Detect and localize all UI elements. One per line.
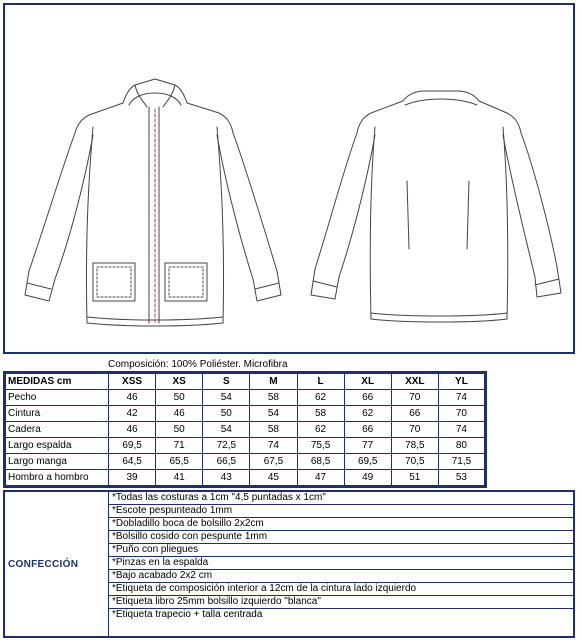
list-item: *Pinzas en la espalda xyxy=(109,557,573,570)
measure-value: 71,5 xyxy=(438,454,485,470)
measure-value: 50 xyxy=(156,390,203,406)
measure-value: 50 xyxy=(203,406,250,422)
measure-value: 70 xyxy=(438,406,485,422)
measure-value: 46 xyxy=(109,390,156,406)
measure-value: 66 xyxy=(344,422,391,438)
list-item: *Puño con pliegues xyxy=(109,544,573,557)
size-header-measure: MEDIDAS cm xyxy=(5,373,109,390)
list-item: *Bajo acabado 2x2 cm xyxy=(109,570,573,583)
table-row xyxy=(5,406,486,422)
measure-value: 53 xyxy=(438,470,485,487)
measure-value: 78,5 xyxy=(391,438,438,454)
jacket-front-drawing xyxy=(25,79,281,326)
table-row xyxy=(5,454,486,470)
size-header-l: L xyxy=(297,373,344,390)
measure-value: 46 xyxy=(156,406,203,422)
measure-value: 58 xyxy=(250,390,297,406)
measure-label: Hombro a hombro xyxy=(5,470,109,487)
measure-value: 74 xyxy=(250,438,297,454)
measure-value: 58 xyxy=(297,406,344,422)
table-row xyxy=(5,422,486,438)
size-table-header-row xyxy=(5,373,486,390)
measure-value: 39 xyxy=(109,470,156,487)
measure-value: 51 xyxy=(391,470,438,487)
size-header-xxl: XXL xyxy=(391,373,438,390)
measure-value: 64,5 xyxy=(109,454,156,470)
size-header-s: S xyxy=(203,373,250,390)
composition-text: Composición: 100% Poliéster. Microfibra xyxy=(108,359,288,370)
measure-value: 54 xyxy=(250,406,297,422)
measure-value: 68,5 xyxy=(297,454,344,470)
list-item: *Bolsillo cosido con pespunte 1mm xyxy=(109,531,573,544)
list-item: *Etiqueta de composición interior a 12cm de la cintura lado izquierdo xyxy=(109,583,573,596)
measure-value: 70 xyxy=(391,422,438,438)
measure-value: 43 xyxy=(203,470,250,487)
measure-value: 80 xyxy=(438,438,485,454)
measure-value: 70 xyxy=(391,390,438,406)
garment-drawing-frame xyxy=(3,3,575,354)
measure-value: 62 xyxy=(297,390,344,406)
size-header-yl: YL xyxy=(438,373,485,390)
measure-value: 75,5 xyxy=(297,438,344,454)
measure-value: 62 xyxy=(297,422,344,438)
measure-label: Cintura xyxy=(5,406,109,422)
measure-value: 67,5 xyxy=(250,454,297,470)
list-item: *Etiqueta libro 25mm bolsillo izquierdo "blanca" xyxy=(109,596,573,609)
size-header-xss: XSS xyxy=(109,373,156,390)
measure-value: 42 xyxy=(109,406,156,422)
list-item: *Etiqueta trapecio + talla centrada xyxy=(112,609,263,620)
measure-value: 77 xyxy=(344,438,391,454)
garment-sketch xyxy=(5,5,573,352)
size-table xyxy=(3,371,487,488)
size-table-body xyxy=(5,390,486,487)
measure-value: 50 xyxy=(156,422,203,438)
measure-value: 74 xyxy=(438,422,485,438)
table-row xyxy=(5,470,486,487)
measure-value: 70,5 xyxy=(391,454,438,470)
confeccion-section xyxy=(3,490,575,638)
measure-value: 47 xyxy=(297,470,344,487)
confeccion-label: CONFECCIÓN xyxy=(5,492,109,636)
list-item: *Dobladillo boca de bolsillo 2x2cm xyxy=(109,518,573,531)
measure-label: Cadera xyxy=(5,422,109,438)
measure-value: 65,5 xyxy=(156,454,203,470)
measure-value: 45 xyxy=(250,470,297,487)
measure-value: 69,5 xyxy=(344,454,391,470)
measure-value: 69,5 xyxy=(109,438,156,454)
size-header-xl: XL xyxy=(344,373,391,390)
measure-value: 58 xyxy=(250,422,297,438)
size-header-m: M xyxy=(250,373,297,390)
list-item: *Escote pespunteado 1mm xyxy=(109,505,573,518)
measure-value: 66,5 xyxy=(203,454,250,470)
measure-value: 54 xyxy=(203,390,250,406)
measure-value: 46 xyxy=(109,422,156,438)
measure-label: Largo manga xyxy=(5,454,109,470)
measure-value: 72,5 xyxy=(203,438,250,454)
table-row xyxy=(5,390,486,406)
list-item: *Todas las costuras a 1cm "4,5 puntadas x 1cm" xyxy=(109,492,573,505)
measure-value: 54 xyxy=(203,422,250,438)
size-header-xs: XS xyxy=(156,373,203,390)
measure-value: 41 xyxy=(156,470,203,487)
table-row xyxy=(5,438,486,454)
measure-label: Pecho xyxy=(5,390,109,406)
measure-value: 62 xyxy=(344,406,391,422)
measure-value: 66 xyxy=(391,406,438,422)
measure-value: 71 xyxy=(156,438,203,454)
measure-value: 66 xyxy=(344,390,391,406)
jacket-back-drawing xyxy=(311,91,561,322)
measure-value: 49 xyxy=(344,470,391,487)
confeccion-list xyxy=(109,492,573,636)
measure-label: Largo espalda xyxy=(5,438,109,454)
measure-value: 74 xyxy=(438,390,485,406)
